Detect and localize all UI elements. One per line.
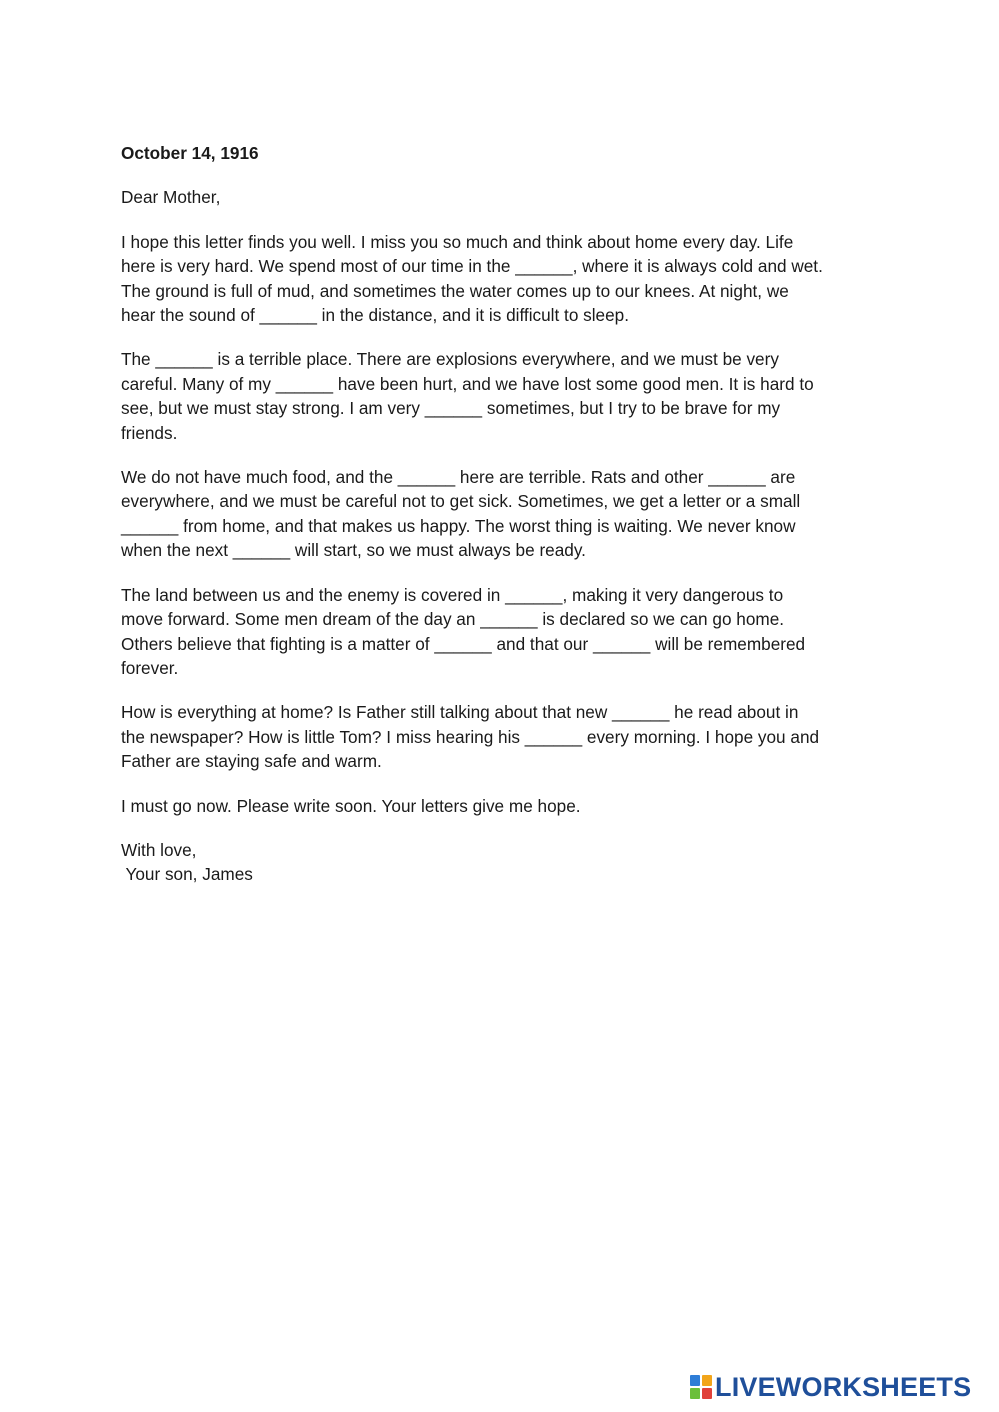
paragraph-line: How is everything at home? Is Father still talking about that new ______ he read about in [121, 702, 799, 723]
salutation: Dear Mother, [121, 187, 221, 208]
logo-tile [690, 1375, 700, 1386]
letter [121, 141, 881, 887]
letter-date: October 14, 1916 [121, 143, 259, 163]
signature: Your son, James [121, 864, 253, 885]
closing-phrase: With love, [121, 839, 197, 860]
paragraph-line: ______ from home, and that makes us happy. The worst thing is waiting. We never know [121, 515, 796, 536]
paragraph-line: I must go now. Please write soon. Your letters give me hope. [121, 795, 581, 816]
paragraph-line: the newspaper? How is little Tom? I miss hearing his ______ every morning. I hope you and [121, 726, 820, 747]
letter-closing [121, 838, 881, 887]
paragraph-line: move forward. Some men dream of the day an ______ is declared so we can go home. [121, 609, 785, 630]
paragraph-line: careful. Many of my ______ have been hurt, and we have lost some good men. It is hard to [121, 373, 814, 394]
paragraph-line: Father are staying safe and warm. [121, 751, 382, 772]
logo-tile [702, 1375, 712, 1386]
paragraph-2 [121, 347, 881, 445]
paragraph-line: The land between us and the enemy is covered in ______, making it very dangerous to [121, 584, 784, 605]
liveworksheets-brand [690, 1372, 971, 1402]
paragraph-line: here is very hard. We spend most of our time in the ______, where it is always cold and wet. [121, 256, 823, 277]
paragraph-line: Others believe that fighting is a matter of ______ and that our ______ will be remembered [121, 633, 806, 654]
paragraph-line: see, but we must stay strong. I am very ______ sometimes, but I try to be brave for my [121, 398, 781, 419]
paragraph-6 [121, 794, 881, 818]
paragraph-line: everywhere, and we must be careful not to get sick. Sometimes, we get a letter or a small [121, 491, 801, 512]
paragraph-5 [121, 700, 881, 773]
logo-tile [690, 1388, 700, 1399]
paragraph-line: hear the sound of ______ in the distance, and it is difficult to sleep. [121, 305, 630, 326]
paragraph-4 [121, 583, 881, 681]
paragraph-line: when the next ______ will start, so we must always be ready. [121, 540, 586, 561]
brand-wordmark: LIVEWORKSHEETS [715, 1371, 972, 1402]
paragraph-3 [121, 465, 881, 563]
paragraph-1 [121, 230, 881, 328]
logo-tile [702, 1388, 712, 1399]
paragraph-line: forever. [121, 657, 179, 678]
paragraph-line: The ground is full of mud, and sometimes the water comes up to our knees. At night, we [121, 280, 789, 301]
paragraph-line: The ______ is a terrible place. There are explosions everywhere, and we must be very [121, 349, 779, 370]
paragraph-line: I hope this letter finds you well. I miss you so much and think about home every day. Life [121, 231, 794, 252]
paragraph-line: friends. [121, 422, 178, 443]
paragraph-line: We do not have much food, and the ______ here are terrible. Rats and other ______ are [121, 467, 796, 488]
liveworksheets-logo-icon [690, 1375, 712, 1399]
